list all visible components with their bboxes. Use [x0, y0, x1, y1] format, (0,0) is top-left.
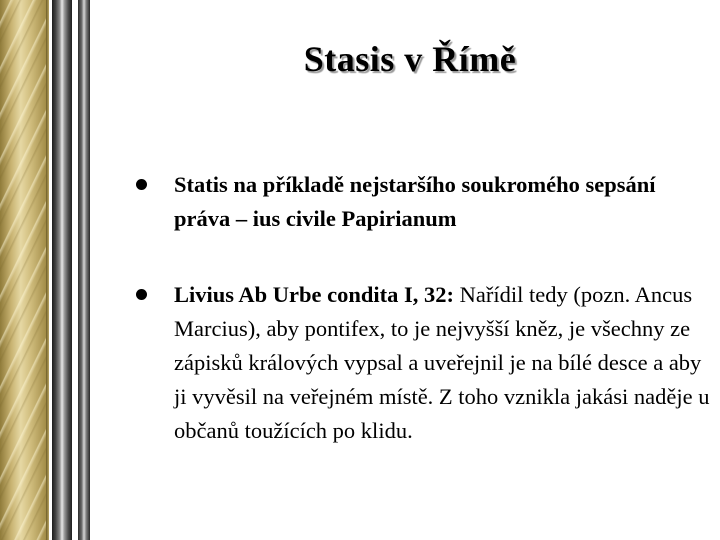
- slide-title: Stasis v Římě: [303, 39, 517, 79]
- bullet-icon: [136, 289, 147, 300]
- bullet-icon: [136, 179, 147, 190]
- decorative-column-left: [52, 0, 72, 540]
- decorative-column-right: [78, 0, 90, 540]
- decorative-gold-edge: [46, 0, 49, 540]
- bullet-bold-text: Statis na příkladě nejstaršího soukromého sepsání práva – ius civile Papirianum: [174, 172, 656, 231]
- bullet-bold-text: Livius Ab Urbe condita I, 32:: [174, 282, 455, 307]
- bullet-text: Nařídil tedy (pozn. Ancus Marcius), aby pontifex, to je nejvyšší kněz, je všechny ze zápisků králových vypsal a uveřejnil je na bílé desce a aby ji vyvěsil na veřejném místě. Z toho vznikla jakási naděje u občanů toužících po klidu.: [174, 282, 710, 443]
- bullet-item: [132, 278, 712, 448]
- decorative-gold-border: [0, 0, 46, 540]
- bullet-list: [132, 168, 712, 448]
- bullet-item: [132, 168, 712, 236]
